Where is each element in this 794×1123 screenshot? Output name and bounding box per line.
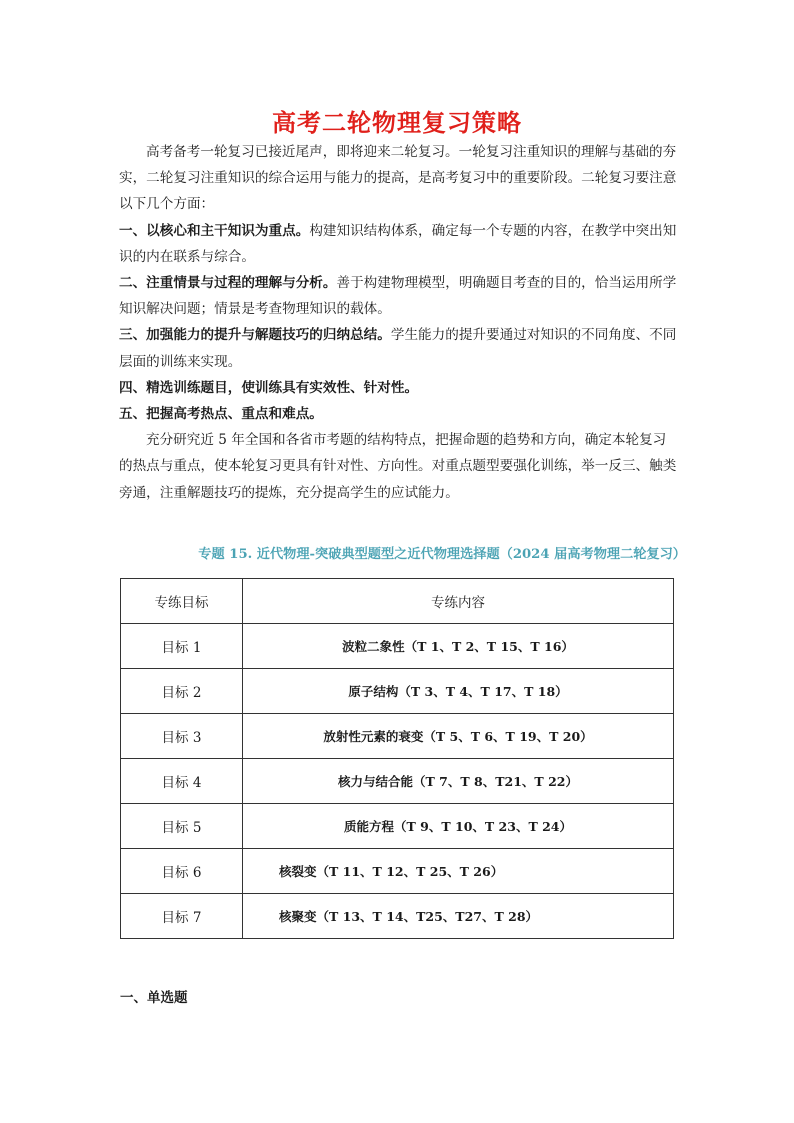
point-5 [119,401,679,427]
point-5-head: 五、把握高考热点、重点和难点。 [119,406,323,423]
table-row [121,759,674,804]
target-content: 波粒二象性（T 1、T 2、T 15、T 16） [243,624,674,669]
point-1 [119,218,679,270]
target-content: 质能方程（T 9、T 10、T 23、T 24） [243,804,674,849]
table-row [121,624,674,669]
table-row [121,669,674,714]
target-content: 原子结构（T 3、T 4、T 17、T 18） [243,669,674,714]
target-label: 目标 5 [121,804,243,849]
target-label: 目标 7 [121,894,243,939]
point-4-head: 四、精选训练题目，使训练具有实效性、针对性。 [119,379,419,396]
point-3-head: 三、加强能力的提升与解题技巧的归纳总结。 [119,327,391,344]
table-header-row [121,579,674,624]
section-heading: 一、单选题 [120,990,188,1006]
table-header: 专练目标 [121,579,243,624]
table-row [121,804,674,849]
table-row [121,894,674,939]
topic-subtitle: 专题 15. 近代物理-突破典型题型之近代物理选择题（2024 届高考物理二轮复习） [198,547,686,562]
point-2-text: 善于构建物理模型，明确题目考查的目的，恰当运用所学知识解决问题；情景是考查物理知识的载体。 [119,275,677,318]
point-1-head: 一、以核心和主干知识为重点。 [119,222,310,239]
table-header: 专练内容 [243,579,674,624]
target-label: 目标 2 [121,669,243,714]
intro-paragraph: 高考备考一轮复习已接近尾声，即将迎来二轮复习。一轮复习注重知识的理解与基础的夯实，二轮复习注重知识的综合运用与能力的提高，是高考复习中的重要阶段。二轮复习要注意以下几个方面： [119,144,677,213]
point-2 [119,270,679,322]
point-3 [119,322,679,374]
point-3-text: 学生能力的提升要通过对知识的不同角度、不同层面的训练来实现。 [119,327,677,370]
target-content: 核力与结合能（T 7、T 8、T21、T 22） [243,759,674,804]
target-label: 目标 3 [121,714,243,759]
point-4 [119,375,679,401]
target-label: 目标 6 [121,849,243,894]
target-label: 目标 4 [121,759,243,804]
closing-paragraph: 充分研究近 5 年全国和各省市考题的结构特点，把握命题的趋势和方向，确定本轮复习的热点与重点，使本轮复习更具有针对性、方向性。对重点题型要强化训练，举一反三、触类旁通，注重解题技巧的提炼，充分提高学生的应试能力。 [119,432,677,501]
body-text [119,139,679,506]
target-content: 放射性元素的衰变（T 5、T 6、T 19、T 20） [243,714,674,759]
target-label: 目标 1 [121,624,243,669]
page-title: 高考二轮物理复习策略 [272,109,522,137]
point-2-head: 二、注重情景与过程的理解与分析。 [119,275,337,292]
targets-table [120,578,674,939]
table-row [121,714,674,759]
point-1-text: 构建知识结构体系，确定每一个专题的内容，在教学中突出知识的内在联系与综合。 [119,222,677,265]
target-content: 核裂变（T 11、T 12、T 25、T 26） [243,849,674,894]
table-row [121,849,674,894]
target-content: 核聚变（T 13、T 14、T25、T27、T 28） [243,894,674,939]
